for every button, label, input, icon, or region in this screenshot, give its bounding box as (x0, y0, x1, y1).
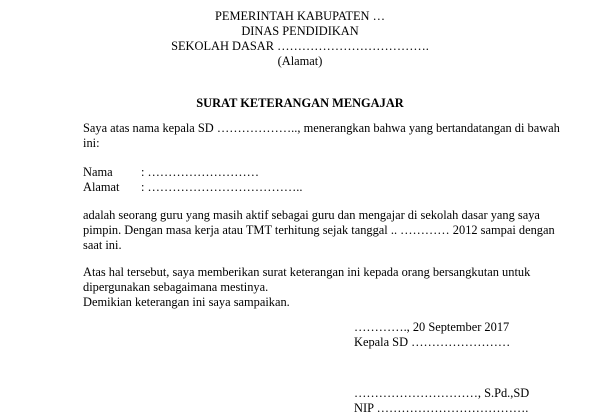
field-value-name: : ……………………… (141, 165, 260, 179)
signature-date: …………., 20 September 2017 (354, 320, 510, 334)
body-line-3: saat ini. (83, 238, 122, 252)
letterhead-school: SEKOLAH DASAR ………………………………. (171, 39, 429, 53)
closing-line-2: dipergunakan sebagaimana mestinya. (83, 280, 269, 294)
body-line-2: pimpin. Dengan masa kerja atau TMT terhitung sejak tanggal .. ………… 2012 sampai dengan (83, 223, 555, 237)
signature-nip: NIP ………………………………. (354, 401, 529, 415)
signature-role: Kepala SD …………………… (354, 335, 511, 349)
letterhead-government: PEMERINTAH KABUPATEN … (215, 9, 385, 23)
closing-line-1: Atas hal tersebut, saya memberikan surat keterangan ini kepada orang bersangkutan untuk (83, 265, 531, 279)
signature-name: …………………………, S.Pd.,SD (354, 386, 530, 400)
letterhead (0, 9, 600, 69)
body-line-1: adalah seorang guru yang masih aktif sebagai guru dan mengajar di sekolah dasar yang saya (83, 208, 540, 222)
letter-title: SURAT KETERANGAN MENGAJAR (196, 96, 404, 110)
intro-line-1: Saya atas nama kepala SD ……………….., menerangkan bahwa yang bertandatangan di bawah (83, 121, 560, 135)
letterhead-address: (Alamat) (277, 54, 323, 68)
field-label-address: Alamat (83, 180, 120, 194)
field-label-name: Nama (83, 165, 113, 179)
intro-line-2: ini: (83, 136, 100, 150)
closing-line-3: Demikian keterangan ini saya sampaikan. (83, 295, 290, 309)
field-value-address: : ……………………………….. (141, 180, 303, 194)
letterhead-department: DINAS PENDIDIKAN (241, 24, 359, 38)
